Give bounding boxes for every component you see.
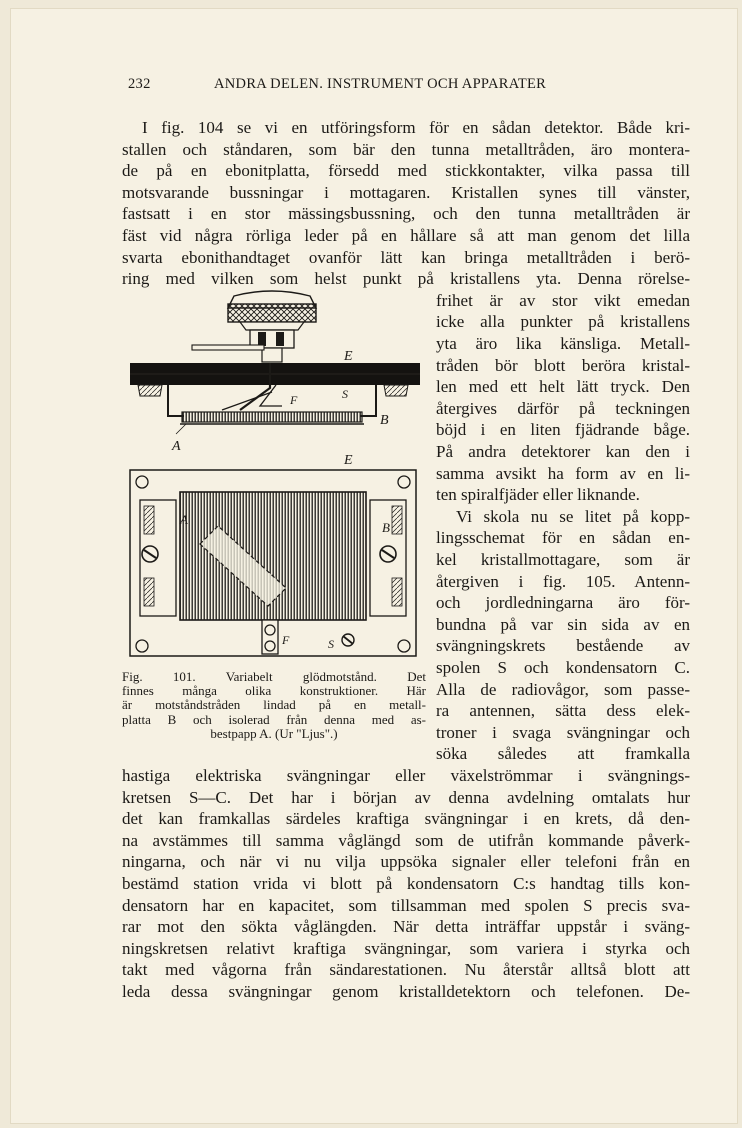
label-b-top: B [380, 413, 389, 428]
text-line: söka således att framkalla [436, 744, 690, 764]
label-e-plan: E [344, 453, 353, 468]
figure-caption [122, 670, 426, 741]
text-line: böjd i en liten fjädrande båge. [436, 420, 690, 440]
text-line: kel kristallmottagare, som är [436, 550, 690, 569]
text-line: densatorn har en kapacitet, som tillsamman med spolen S precis sva- [122, 895, 690, 915]
text-line: samma avsikt ha form av en li- [436, 463, 690, 483]
text-line: det kan framkallas särdeles kraftiga svängningar i en krets, då den- [122, 809, 690, 829]
text-line: len med ett helt lätt tryck. Den [436, 377, 690, 397]
label-e-top: E [344, 349, 353, 364]
label-f-plan: F [282, 633, 290, 647]
text-line: På andra detektorer kan den i [436, 442, 690, 461]
text-line: svarta ebonithandtaget ovanför lätt kan bringa metalltråden i berö- [122, 247, 690, 267]
text-line: bestämd station vrida vi blott på kondensatorn C:s handtag tills kon- [122, 874, 690, 893]
caption-line: Fig. 101. Variabelt glödmotstånd. Det [122, 669, 426, 684]
label-s-top: S [342, 387, 348, 401]
text-line: I fig. 104 se vi en utföringsform för en sådan detektor. Både kri- [142, 118, 690, 137]
text-line: takt med vågorna från sändarestationen. Nu återstår alltså blott att [122, 960, 690, 980]
text-line: bundna på var sin sida av en [436, 614, 690, 634]
label-s-plan: S [328, 637, 334, 651]
text-line: de på en ebonitplatta, försedd med stickkontakter, vilka passa till [122, 161, 690, 181]
text-line: ten spiralfjäder eller liknande. [436, 485, 640, 505]
text-line: troner i svaga svängningar och [436, 722, 690, 742]
text-line: stallen och ståndaren, som bär den tunna metalltråden, äro montera- [122, 139, 690, 159]
text-line: återgives därför på teckningen [436, 398, 690, 418]
text-line: återgiven i fig. 105. Antenn- [436, 571, 690, 591]
text-line: rar mot den sökta våglängden. När detta inträffar uppstår i sväng- [122, 917, 690, 937]
text-line: frihet är av stor vikt emedan [436, 290, 690, 310]
text-line: och jordledningarna äro för- [436, 593, 690, 613]
caption-line: finnes många olika konstruktioner. Här [122, 683, 426, 699]
text-line: motsvarande bussningar i mottagaren. Kristallen synes till vänster, [122, 182, 690, 202]
text-line: leda dessa svängningar genom kristalldetektorn och telefonen. De- [122, 982, 690, 1001]
text-line: yta äro lika känsliga. Metall- [436, 334, 690, 353]
text-line: spolen S och kondensatorn C. [436, 658, 690, 677]
text-line: ring med vilken som helst punkt på kristallens yta. Denna rörelse- [122, 269, 690, 289]
text-line: ningskretsen relativt kraftiga svängningar, som variera i styrka och [122, 938, 690, 958]
text-line: Alla de radiovågor, som passe- [436, 679, 690, 699]
resistor-drawing [122, 288, 422, 660]
figure-101-illustration [122, 288, 422, 660]
page-number: 232 [128, 76, 151, 92]
label-a-plan: A [180, 512, 188, 527]
side-view [130, 291, 420, 454]
text-line: ningarna, och när vi nu vilja uppsöka signaler eller telefoni från en [122, 852, 690, 872]
text-line: na avstämmes till samma våglängd som de utifrån kommande påverk- [122, 830, 690, 850]
text-line: icke alla punkter på kristallens [436, 312, 690, 332]
label-b-plan: B [382, 520, 390, 535]
caption-line: bestpapp A. (Ur "Ljus".) [210, 725, 338, 741]
text-line: Vi skola nu se litet på kopp- [456, 506, 690, 526]
plan-view [130, 453, 416, 656]
label-f-top: F [290, 393, 298, 407]
text-line: hastiga elektriska svängningar eller växelströmmar i svängnings- [122, 766, 690, 785]
caption-line: är motståndstråden lindad på en metall- [122, 697, 426, 713]
text-line: lingsschemat för en sådan en- [436, 528, 690, 548]
text-line: tråden bör blott beröra kristal- [436, 355, 690, 375]
text-line: ra antennen, sätta dess elek- [436, 701, 690, 721]
running-title: ANDRA DELEN. INSTRUMENT OCH APPARATER [214, 76, 547, 92]
text-line: kretsen S—C. Det har i början av denna avdelning omtalats hur [122, 787, 690, 807]
label-a-top: A [172, 439, 181, 454]
text-line: svängningskrets bestående av [436, 636, 690, 656]
caption-line: platta B och isolerad från denna med as- [122, 711, 426, 727]
text-line: fastsatt i en stor mässingsbussning, och den tunna metalltråden är [122, 204, 690, 224]
text-line: fäst vid några rörliga leder på en hållare så att man genom det lilla [122, 226, 690, 245]
